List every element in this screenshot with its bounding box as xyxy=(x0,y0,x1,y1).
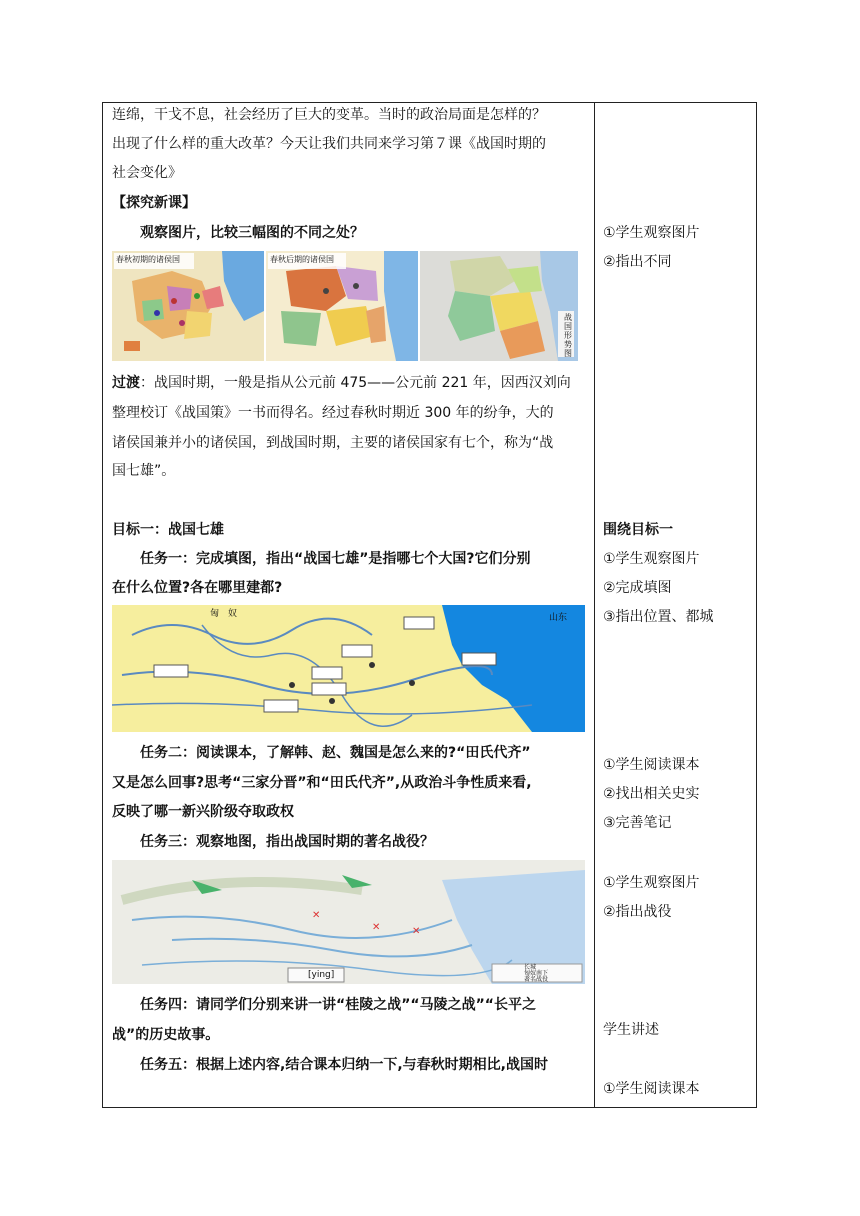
observe-prompt: 观察图片，比较三幅图的不同之处？ xyxy=(140,225,364,241)
map-spring-autumn-early xyxy=(112,251,264,361)
task4-line-2: 战”的历史故事。 xyxy=(112,1027,220,1043)
task2-line-1: 任务二：阅读课本，了解韩、赵、魏国是怎么来的?“田氏代齐” xyxy=(140,745,531,761)
transition-line-2: 整理校订《战国策》一书而得名。经过春秋时期近 300 年的纷争，大的 xyxy=(112,405,554,421)
map2-title: 春秋后期的诸侯国 xyxy=(270,255,334,264)
goal-one: 目标一：战国七雄 xyxy=(112,522,224,538)
map-spring-autumn-late xyxy=(266,251,418,361)
right-item-6: ③指出位置、都城 xyxy=(603,609,714,625)
legend-south: 匈奴南下 xyxy=(524,970,549,977)
svg-text:✕: ✕ xyxy=(412,926,421,937)
task4-line-1: 任务四：请同学们分别来讲一讲“桂陵之战”“马陵之战”“长平之 xyxy=(140,997,537,1013)
task3: 任务三：观察地图，指出战国时期的著名战役？ xyxy=(140,834,434,850)
intro-line-2: 出现了什么样的重大改革？今天让我们共同来学习第７课《战国时期的 xyxy=(112,136,546,152)
legend-battles: 著名战役 xyxy=(524,976,549,983)
right-item-9: ③完善笔记 xyxy=(603,815,672,831)
legend-greatwall: 长城 xyxy=(524,964,537,971)
right-item-13: ①学生阅读课本 xyxy=(603,1081,700,1097)
transition-text-1: ：战国时期，一般是指从公元前 475——公元前 221 年，因西汉刘向 xyxy=(140,375,571,391)
map-seven-states xyxy=(112,605,585,732)
task2-line-2: 又是怎么回事?思考“三家分晋”和“田氏代齐”,从政治斗争性质来看, xyxy=(112,775,532,791)
map-warring-states xyxy=(420,251,578,361)
task2-line-3: 反映了哪一新兴阶级夺取政权 xyxy=(112,804,294,820)
map-tag: [ying] xyxy=(308,970,335,980)
map-label-shandong: 山东 xyxy=(549,613,568,623)
transition-line-3: 诸侯国兼并小的诸侯国，到战国时期，主要的诸侯国家有七个，称为“战 xyxy=(112,435,554,451)
right-item-1: ①学生观察图片 xyxy=(603,225,700,241)
intro-line-3: 社会变化》 xyxy=(112,165,182,181)
svg-text:✕: ✕ xyxy=(312,910,321,921)
task5: 任务五：根据上述内容,结合课本归纳一下,与春秋时期相比,战国时 xyxy=(140,1057,548,1073)
task1-line-2: 在什么位置?各在哪里建都? xyxy=(112,580,283,596)
right-item-12: 学生讲述 xyxy=(603,1022,659,1038)
map-battles xyxy=(112,860,585,984)
transition-label: 过渡 xyxy=(112,375,140,391)
task1-line-1: 任务一：完成填图，指出“战国七雄”是指哪七个大国?它们分别 xyxy=(140,551,531,567)
map-label-xiongnu: 匈 奴 xyxy=(210,609,238,619)
right-item-11: ②指出战役 xyxy=(603,904,672,920)
transition-line-1 xyxy=(112,374,571,392)
transition-line-4: 国七雄”。 xyxy=(112,463,176,479)
intro-line-1: 连绵，干戈不息，社会经历了巨大的变革。当时的政治局面是怎样的？ xyxy=(112,107,546,123)
map1-title: 春秋初期的诸侯国 xyxy=(116,255,180,264)
section-heading: 【探究新课】 xyxy=(112,195,196,211)
right-item-8: ②找出相关史实 xyxy=(603,786,700,802)
map3-label: 战国形势图 xyxy=(564,313,572,358)
column-divider xyxy=(594,102,595,1108)
right-item-3: 围绕目标一 xyxy=(603,522,673,538)
right-item-5: ②完成填图 xyxy=(603,580,672,596)
svg-text:✕: ✕ xyxy=(372,922,381,933)
right-item-10: ①学生观察图片 xyxy=(603,875,700,891)
right-item-2: ②指出不同 xyxy=(603,254,672,270)
right-item-4: ①学生观察图片 xyxy=(603,551,700,567)
right-item-7: ①学生阅读课本 xyxy=(603,757,700,773)
